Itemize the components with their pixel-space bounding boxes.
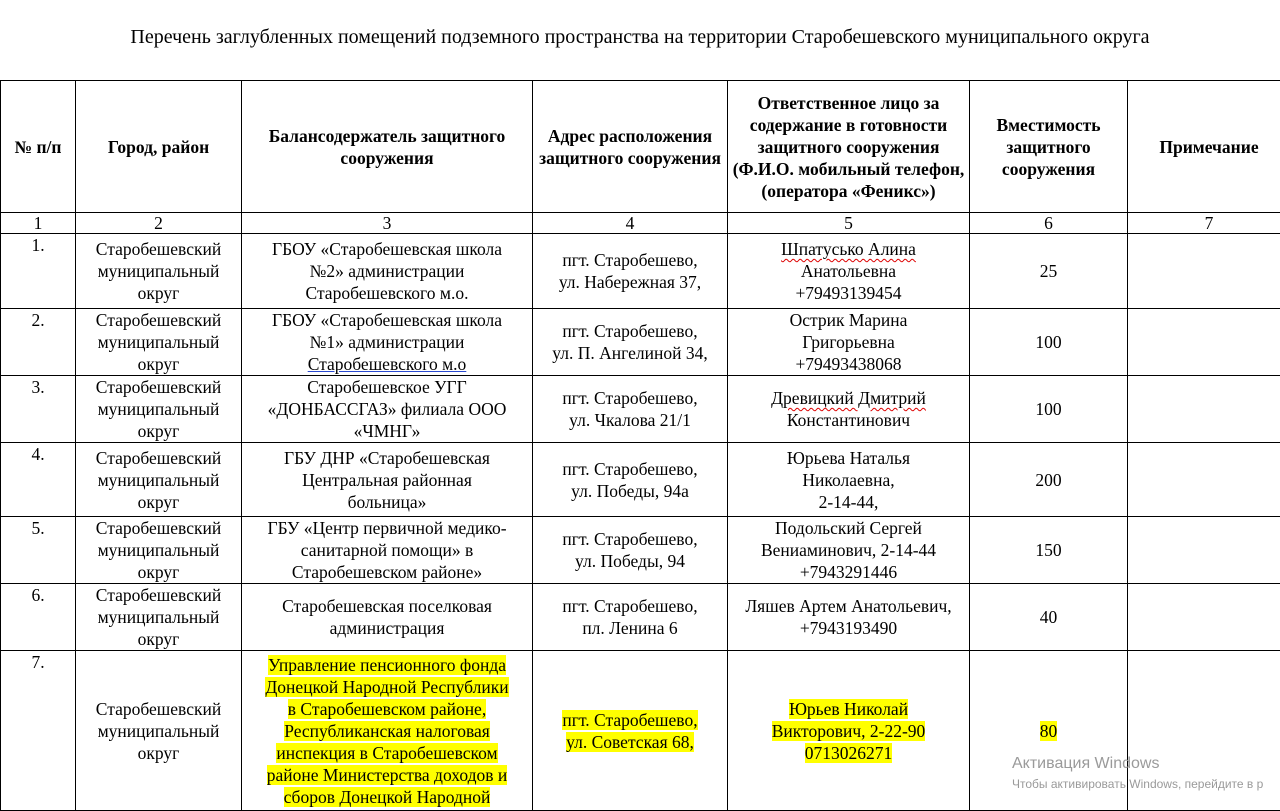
watermark-subtitle: Чтобы активировать Windows, перейдите в р — [1012, 776, 1263, 792]
row-number: 5. — [1, 517, 76, 584]
holder-cell: Старобешевское УГГ «ДОНБАССГАЗ» филиала ООО «ЧМНГ» — [242, 376, 533, 443]
person-cell: Шпатусько Алина Анатольевна +79493139454 — [728, 234, 970, 309]
capacity-cell: 200 — [970, 443, 1128, 517]
holder-cell: ГБУ ДНР «Старобешевская Центральная районная больница» — [242, 443, 533, 517]
document-title: Перечень заглубленных помещений подземного пространства на территории Старобешевского муниципального округа — [0, 24, 1280, 50]
capacity-cell: 25 — [970, 234, 1128, 309]
table-row — [1, 234, 1280, 309]
table-row — [1, 443, 1280, 517]
column-number: 7 — [1128, 213, 1280, 234]
column-number: 5 — [728, 213, 970, 234]
row-number: 1. — [1, 234, 76, 309]
row-number: 2. — [1, 309, 76, 376]
shelters-table — [0, 80, 1280, 811]
header-person: Ответственное лицо за содержание в готовности защитного сооружения (Ф.И.О. мобильный телефон, (оператора «Феникс») — [728, 81, 970, 213]
district-cell: Старобешевский муниципальный округ — [76, 376, 242, 443]
address-cell: пгт. Старобешево, ул. П. Ангелиной 34, — [533, 309, 728, 376]
person-cell: Подольский Сергей Вениаминович, 2-14-44 +7943291446 — [728, 517, 970, 584]
district-cell: Старобешевский муниципальный округ — [76, 234, 242, 309]
table-row — [1, 309, 1280, 376]
note-cell — [1128, 376, 1280, 443]
person-cell: Острик Марина Григорьевна +79493438068 — [728, 309, 970, 376]
address-cell: пгт. Старобешево, ул. Набережная 37, — [533, 234, 728, 309]
holder-cell: ГБОУ «Старобешевская школа №2» администрации Старобешевского м.о. — [242, 234, 533, 309]
capacity-cell: 150 — [970, 517, 1128, 584]
table-row — [1, 376, 1280, 443]
holder-cell: Старобешевская поселковая администрация — [242, 584, 533, 651]
header-address: Адрес расположения защитного сооружения — [533, 81, 728, 213]
address-cell: пгт. Старобешево, ул. Победы, 94 — [533, 517, 728, 584]
district-cell: Старобешевский муниципальный округ — [76, 651, 242, 811]
windows-activation-watermark — [1012, 754, 1263, 792]
column-number: 1 — [1, 213, 76, 234]
district-cell: Старобешевский муниципальный округ — [76, 309, 242, 376]
header-capacity: Вместимость защитного сооружения — [970, 81, 1128, 213]
note-cell — [1128, 517, 1280, 584]
header-row — [1, 81, 1280, 213]
address-cell: пгт. Старобешево, ул. Чкалова 21/1 — [533, 376, 728, 443]
person-cell: Ляшев Артем Анатольевич, +7943193490 — [728, 584, 970, 651]
address-cell: пгт. Старобешево, ул. Советская 68, — [533, 651, 728, 811]
person-cell: Древицкий Дмитрий Константинович — [728, 376, 970, 443]
address-cell: пгт. Старобешево, пл. Ленина 6 — [533, 584, 728, 651]
row-number: 7. — [1, 651, 76, 811]
capacity-cell: 40 — [970, 584, 1128, 651]
row-number: 4. — [1, 443, 76, 517]
column-number: 3 — [242, 213, 533, 234]
table-row — [1, 517, 1280, 584]
column-number: 2 — [76, 213, 242, 234]
capacity-cell: 100 — [970, 376, 1128, 443]
address-cell: пгт. Старобешево, ул. Победы, 94а — [533, 443, 728, 517]
column-number-row — [1, 213, 1280, 234]
capacity-cell: 100 — [970, 309, 1128, 376]
holder-cell: ГБУ «Центр первичной медико- санитарной помощи» в Старобешевском районе» — [242, 517, 533, 584]
row-number: 6. — [1, 584, 76, 651]
column-number: 4 — [533, 213, 728, 234]
note-cell — [1128, 309, 1280, 376]
holder-cell: ГБОУ «Старобешевская школа №1» администрации Старобешевского м.о — [242, 309, 533, 376]
district-cell: Старобешевский муниципальный округ — [76, 584, 242, 651]
header-num: № п/п — [1, 81, 76, 213]
header-note: Примечание — [1128, 81, 1280, 213]
district-cell: Старобешевский муниципальный округ — [76, 443, 242, 517]
header-district: Город, район — [76, 81, 242, 213]
table-row — [1, 584, 1280, 651]
capacity-cell: 80 — [970, 651, 1128, 811]
holder-cell: Управление пенсионного фонда Донецкой Народной Республики в Старобешевском районе, Республиканская налоговая инспекция в Старобешевском районе Министерства доходов и сборов Донецкой Народной — [242, 651, 533, 811]
note-cell — [1128, 234, 1280, 309]
row-number: 3. — [1, 376, 76, 443]
person-cell: Юрьев Николай Викторович, 2-22-90 0713026271 — [728, 651, 970, 811]
column-number: 6 — [970, 213, 1128, 234]
district-cell: Старобешевский муниципальный округ — [76, 517, 242, 584]
note-cell — [1128, 443, 1280, 517]
note-cell — [1128, 584, 1280, 651]
header-holder: Балансодержатель защитного сооружения — [242, 81, 533, 213]
person-cell: Юрьева Наталья Николаевна, 2-14-44, — [728, 443, 970, 517]
watermark-title: Активация Windows — [1012, 754, 1263, 774]
